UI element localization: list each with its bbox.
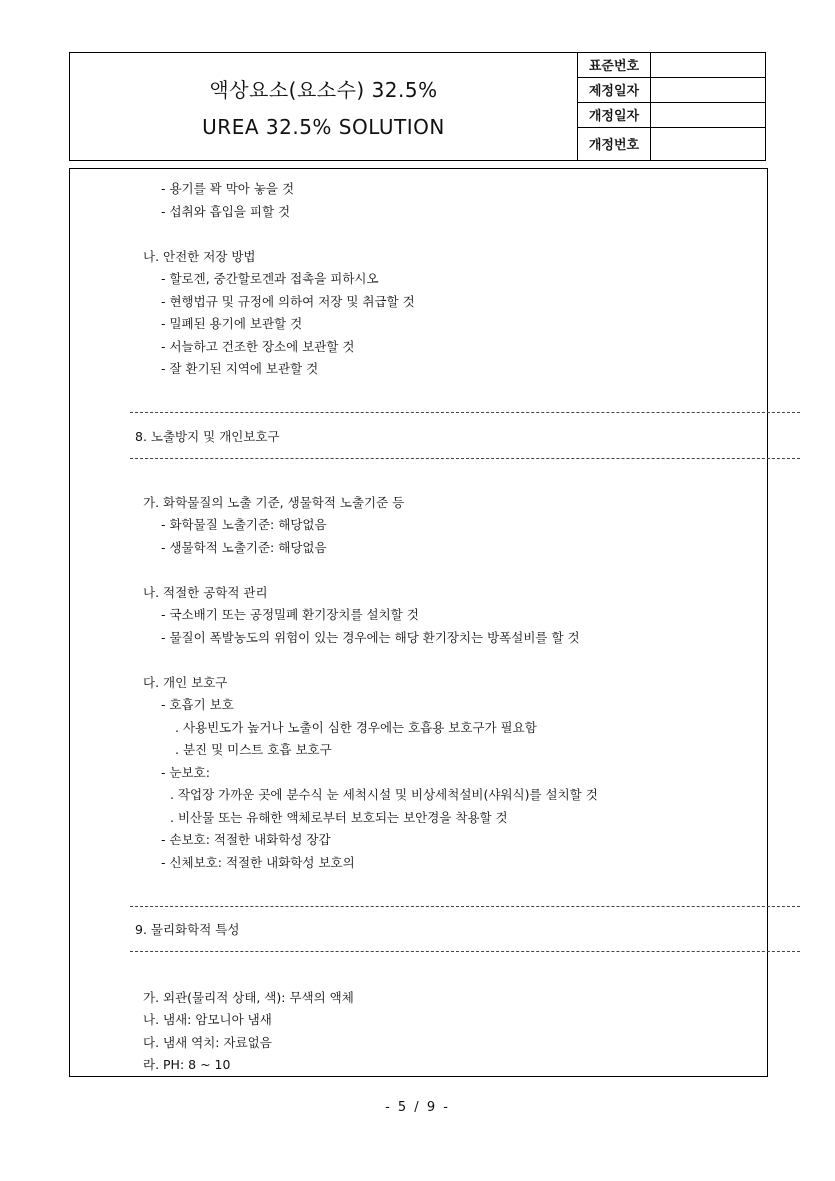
meta-row-standard-number	[578, 53, 765, 78]
list-item: - 서늘하고 건조한 장소에 보관할 것	[161, 339, 355, 354]
list-item: - 용기를 꽉 막아 놓을 것	[161, 181, 295, 196]
list-item: 라. PH: 8 ~ 10	[143, 1057, 231, 1072]
list-item: - 손보호: 적절한 내화학성 장갑	[161, 832, 331, 847]
list-item: 나. 냄새: 암모니아 냄새	[143, 1012, 272, 1027]
section-divider	[130, 951, 800, 952]
list-item: - 물질이 폭발농도의 위험이 있는 경우에는 해당 환기장치는 방폭설비를 할 것	[161, 630, 580, 645]
section-heading: 8. 노출방지 및 개인보호구	[135, 429, 280, 444]
list-item: 가. 외관(물리적 상태, 색): 무색의 액체	[143, 990, 354, 1005]
list-item: - 섭취와 흡입을 피할 것	[161, 204, 291, 219]
document-body	[69, 168, 768, 1077]
list-subitem: . 분진 및 미스트 호흡 보호구	[175, 742, 332, 757]
page-number: - 5 / 9 -	[385, 1100, 450, 1115]
list-item: - 신체보호: 적절한 내화학성 보호의	[161, 855, 355, 870]
meta-value	[651, 78, 765, 102]
section-divider	[130, 412, 800, 413]
list-item: - 호흡기 보호	[161, 697, 234, 712]
document-meta-table	[578, 53, 765, 160]
list-item: - 국소배기 또는 공정밀폐 환기장치를 설치할 것	[161, 607, 419, 622]
subsection-heading: 나. 적절한 공학적 관리	[143, 585, 268, 600]
meta-value	[651, 53, 765, 77]
list-item: - 할로겐, 중간할로겐과 접촉을 피하시오	[161, 271, 379, 286]
title-cell	[70, 53, 578, 160]
list-item: 다. 냄새 역치: 자료없음	[143, 1035, 272, 1050]
section-divider	[130, 458, 800, 459]
list-item: - 화학물질 노출기준: 해당없음	[161, 517, 327, 532]
list-subitem: . 사용빈도가 높거나 노출이 심한 경우에는 호흡용 보호구가 필요함	[175, 720, 537, 735]
meta-label: 개정일자	[578, 103, 651, 127]
document-header	[69, 52, 766, 161]
meta-row-revision-date	[578, 103, 765, 128]
subsection-heading: 나. 안전한 저장 방법	[143, 249, 256, 264]
meta-value	[651, 103, 765, 127]
product-title-korean: 액상요소(요소수) 32.5%	[209, 78, 438, 102]
meta-value	[651, 128, 765, 160]
list-item: - 밀폐된 용기에 보관할 것	[161, 316, 303, 331]
subsection-heading: 가. 화학물질의 노출 기준, 생물학적 노출기준 등	[143, 495, 405, 510]
list-item: - 현행법규 및 규정에 의하여 저장 및 취급할 것	[161, 294, 415, 309]
meta-row-enactment-date	[578, 78, 765, 103]
list-item: - 눈보호:	[161, 765, 210, 780]
list-item: - 생물학적 노출기준: 해당없음	[161, 540, 327, 555]
section-divider	[130, 906, 800, 907]
list-subitem: . 작업장 가까운 곳에 분수식 눈 세척시설 및 비상세척설비(샤워식)를 설치할 것	[170, 787, 598, 802]
meta-row-revision-number	[578, 128, 765, 160]
list-item: - 잘 환기된 지역에 보관할 것	[161, 361, 319, 376]
subsection-heading: 다. 개인 보호구	[143, 675, 228, 690]
meta-label: 제정일자	[578, 78, 651, 102]
section-heading: 9. 물리화학적 특성	[135, 922, 240, 937]
meta-label: 개정번호	[578, 128, 651, 160]
product-title-english: UREA 32.5% SOLUTION	[202, 115, 445, 139]
meta-label: 표준번호	[578, 53, 651, 77]
list-subitem: . 비산물 또는 유해한 액체로부터 보호되는 보안경을 착용할 것	[170, 810, 508, 825]
